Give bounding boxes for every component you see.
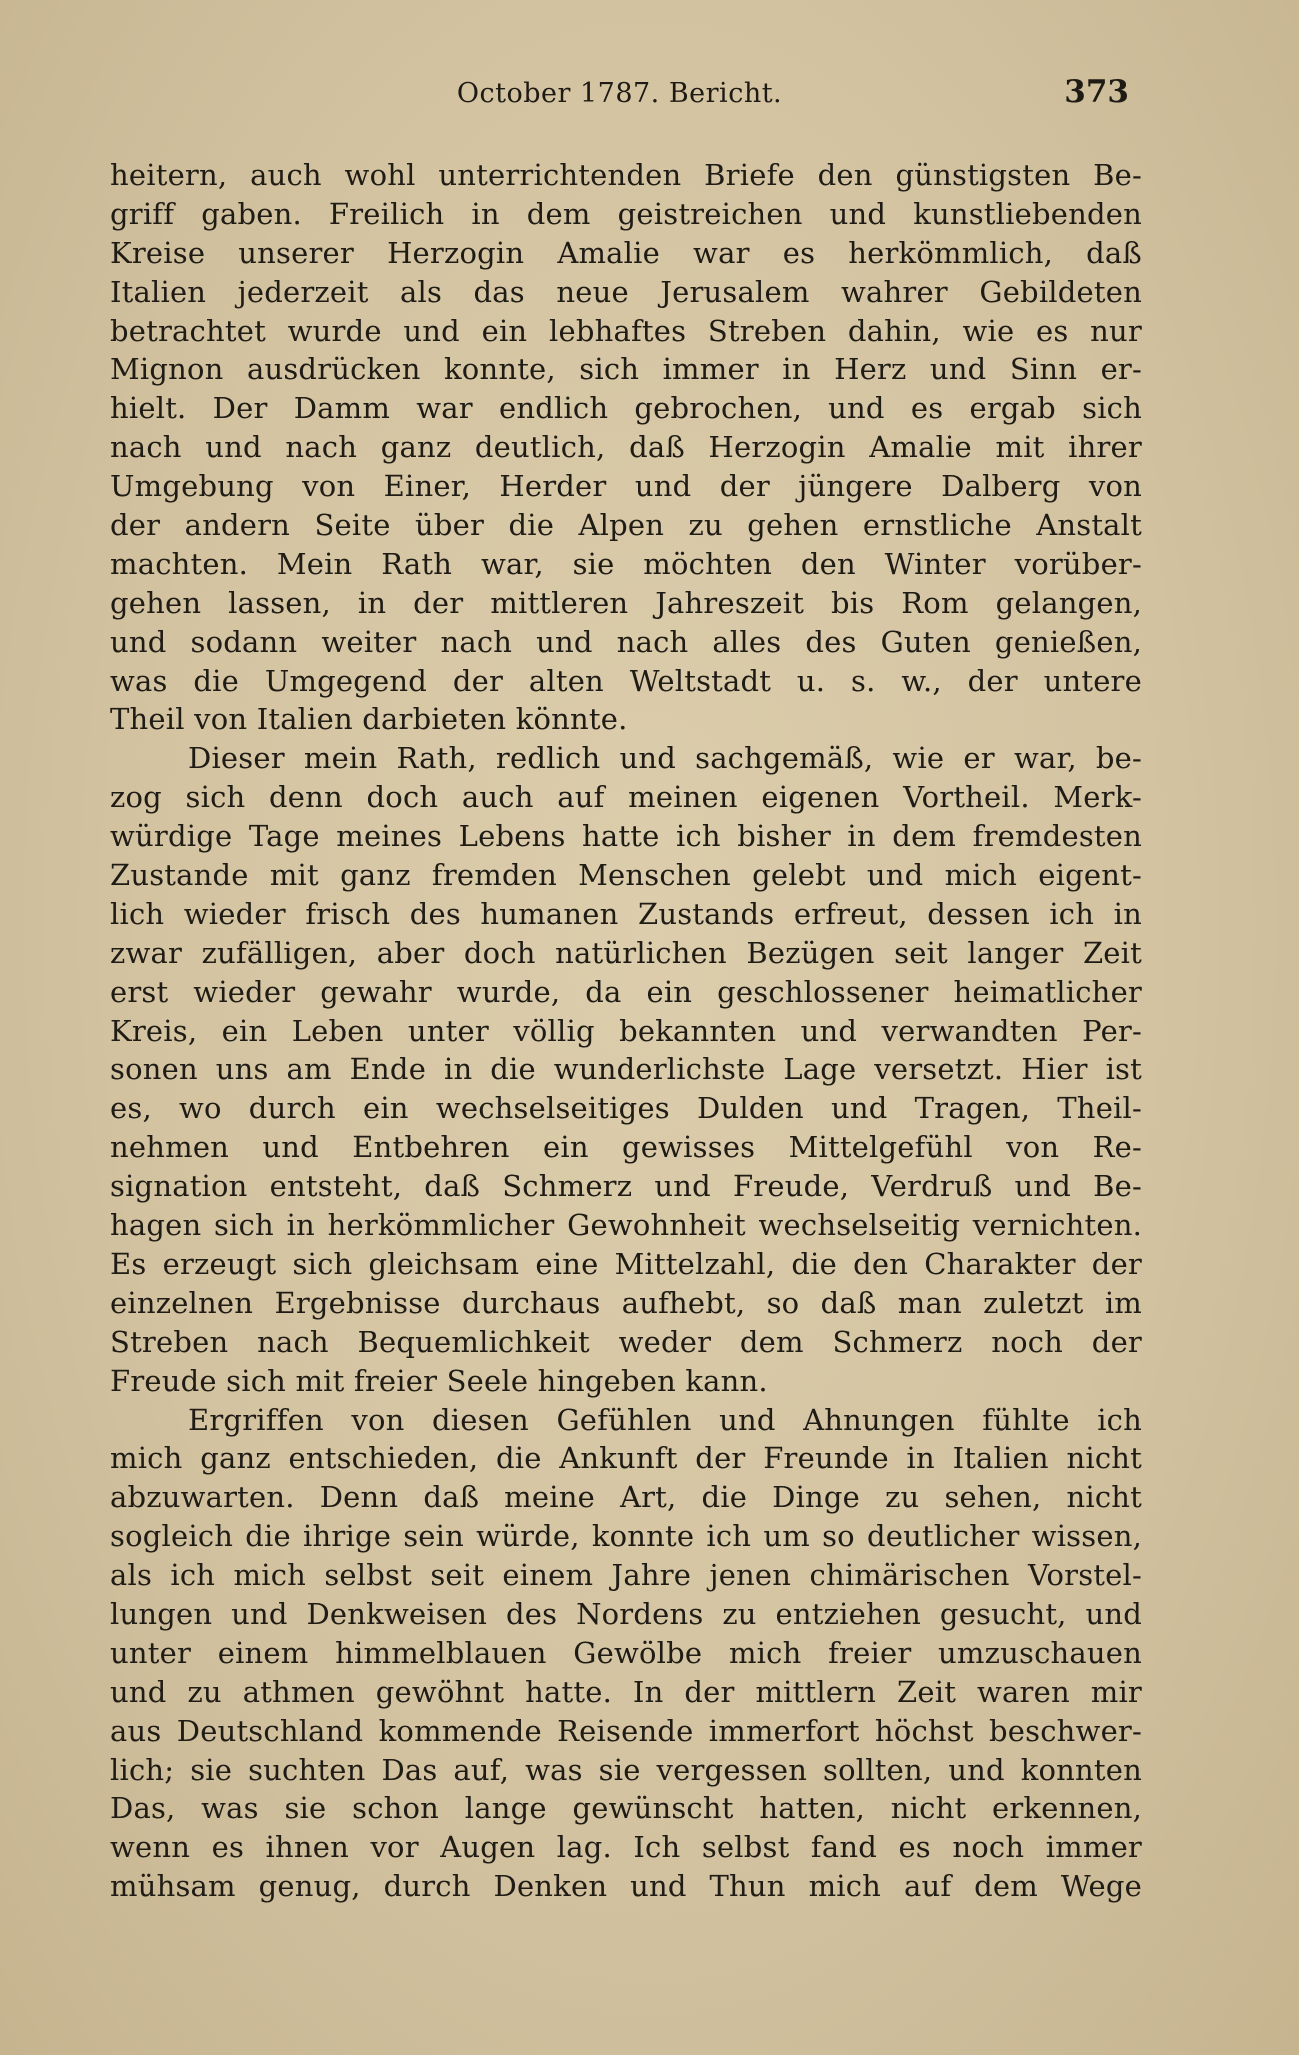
text-line: einzelnen Ergebnisse durchaus aufhebt, so daß man zuletzt im	[110, 1285, 1142, 1320]
text-line: machten. Mein Rath war, sie möchten den Winter vorüber-	[110, 546, 1142, 581]
text-line: lungen und Denkweisen des Nordens zu entziehen gesucht, und	[110, 1596, 1142, 1631]
text-line: erst wieder gewahr wurde, da ein geschlossener heimatlicher	[110, 974, 1142, 1009]
text-line: Streben nach Bequemlichkeit weder dem Schmerz noch der	[110, 1324, 1142, 1359]
text-line: mich ganz entschieden, die Ankunft der Freunde in Italien nicht	[110, 1441, 1142, 1476]
text-line: sogleich die ihrige sein würde, konnte ich um so deutlicher wissen,	[110, 1519, 1142, 1554]
text-line: Freude sich mit freier Seele hingeben kann.	[110, 1363, 768, 1398]
paragraph	[110, 1401, 1142, 1907]
running-title: October 1787. Bericht.	[456, 78, 783, 109]
text-line: was die Umgegend der alten Weltstadt u. s. w., der untere	[110, 663, 1142, 698]
paragraph	[110, 739, 1142, 1400]
text-line: würdige Tage meines Lebens hatte ich bisher in dem fremdesten	[110, 819, 1142, 854]
text-line: unter einem himmelblauen Gewölbe mich freier umzuschauen	[110, 1635, 1142, 1670]
text-line: Mignon ausdrücken konnte, sich immer in Herz und Sinn er-	[110, 352, 1142, 387]
body-text	[110, 156, 1142, 1906]
text-line: Umgebung von Einer, Herder und der jüngere Dalberg von	[110, 469, 1142, 504]
text-line: wenn es ihnen vor Augen lag. Ich selbst fand es noch immer	[110, 1830, 1142, 1865]
text-line: nehmen und Entbehren ein gewisses Mittelgefühl von Re-	[110, 1130, 1142, 1165]
text-line: griff gaben. Freilich in dem geistreichen und kunstliebenden	[110, 196, 1142, 231]
text-line: Italien jederzeit als das neue Jerusalem wahrer Gebildeten	[110, 274, 1142, 309]
text-line: Es erzeugt sich gleichsam eine Mittelzahl, die den Charakter der	[110, 1246, 1142, 1281]
text-line: und zu athmen gewöhnt hatte. In der mittlern Zeit waren mir	[110, 1674, 1142, 1709]
text-line: Kreis, ein Leben unter völlig bekannten und verwandten Per-	[110, 1013, 1142, 1048]
text-line: gehen lassen, in der mittleren Jahreszeit bis Rom gelangen,	[110, 585, 1142, 620]
page-number: 373	[1064, 74, 1129, 110]
text-line: es, wo durch ein wechselseitiges Dulden und Tragen, Theil-	[110, 1091, 1142, 1126]
text-line: lich wieder frisch des humanen Zustands erfreut, dessen ich in	[110, 896, 1142, 931]
text-line: aus Deutschland kommende Reisende immerfort höchst beschwer-	[110, 1713, 1142, 1748]
text-line: lich; sie suchten Das auf, was sie vergessen sollten, und konnten	[110, 1752, 1142, 1787]
text-line: Theil von Italien darbieten könnte.	[110, 702, 628, 737]
text-line: abzuwarten. Denn daß meine Art, die Dinge zu sehen, nicht	[110, 1480, 1142, 1515]
text-line: und sodann weiter nach und nach alles des Guten genießen,	[110, 624, 1142, 659]
text-line: betrachtet wurde und ein lebhaftes Streben dahin, wie es nur	[110, 313, 1142, 348]
text-line: heitern, auch wohl unterrichtenden Briefe den günstigsten Be-	[110, 158, 1142, 192]
text-line: Zustande mit ganz fremden Menschen gelebt und mich eigent-	[110, 858, 1142, 893]
text-line: Dieser mein Rath, redlich und sachgemäß, wie er war, be-	[188, 741, 1142, 776]
text-line: sonen uns am Ende in die wunderlichste Lage versetzt. Hier ist	[110, 1052, 1142, 1087]
text-line: nach und nach ganz deutlich, daß Herzogin Amalie mit ihrer	[110, 430, 1142, 465]
text-line: signation entsteht, daß Schmerz und Freude, Verdruß und Be-	[110, 1169, 1142, 1204]
text-line: als ich mich selbst seit einem Jahre jenen chimärischen Vorstel-	[110, 1558, 1142, 1593]
paragraph	[110, 156, 1142, 739]
text-line: Kreise unserer Herzogin Amalie war es herkömmlich, daß	[110, 235, 1142, 270]
text-line: zog sich denn doch auch auf meinen eigenen Vortheil. Merk-	[110, 780, 1142, 815]
text-line: hielt. Der Damm war endlich gebrochen, und es ergab sich	[110, 391, 1142, 426]
text-line: zwar zufälligen, aber doch natürlichen Bezügen seit langer Zeit	[110, 935, 1142, 970]
text-line: der andern Seite über die Alpen zu gehen ernstliche Anstalt	[110, 508, 1142, 543]
text-line: Ergriffen von diesen Gefühlen und Ahnungen fühlte ich	[188, 1402, 1142, 1437]
text-line: hagen sich in herkömmlicher Gewohnheit wechselseitig vernichten.	[110, 1208, 1142, 1243]
text-line: mühsam genug, durch Denken und Thun mich auf dem Wege	[110, 1869, 1142, 1904]
text-line: Das, was sie schon lange gewünscht hatten, nicht erkennen,	[110, 1791, 1142, 1826]
running-head	[110, 74, 1129, 126]
